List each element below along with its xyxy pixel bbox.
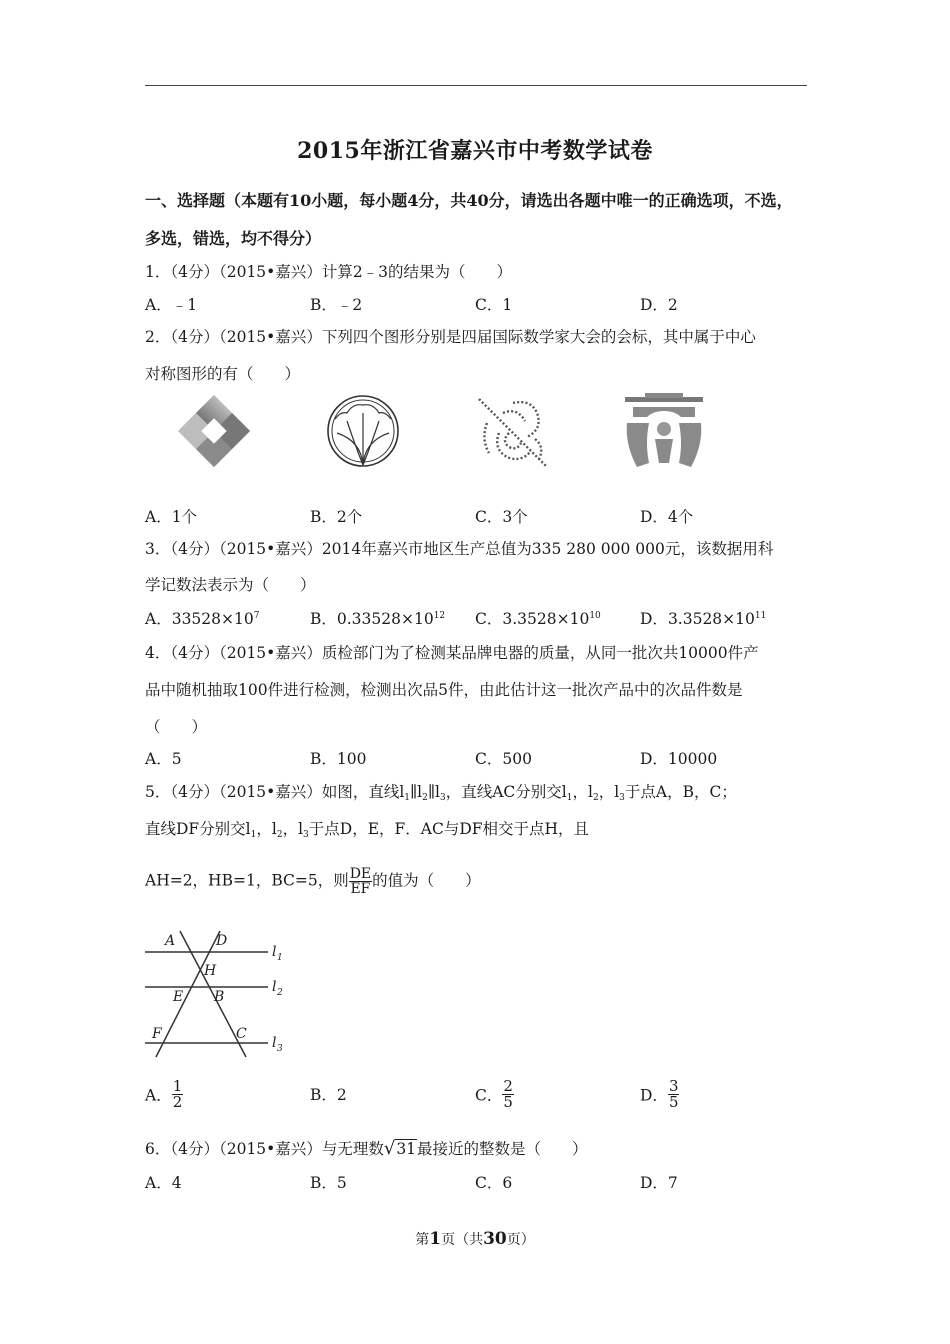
header-rule — [145, 85, 807, 86]
label-C: C — [236, 1026, 247, 1042]
q5-option-d: D． $\frac{3}{5}$ — [640, 1077, 679, 1111]
section-heading-line2: 多选，错选，均不得分） — [145, 229, 322, 248]
q4-option-b: B．100 — [310, 750, 367, 768]
q4-option-a: A．5 — [145, 750, 182, 768]
logo-arch-figure — [623, 393, 705, 471]
q5-option-c: C． $\frac{2}{5}$ — [475, 1077, 513, 1111]
q3-stem-line2: 学记数法表示为（ ） — [145, 576, 316, 594]
q2-option-c: C．3个 — [475, 508, 528, 526]
q6-option-b: B．5 — [310, 1174, 347, 1192]
q5-option-b: B．2 — [310, 1086, 347, 1104]
label-l3: l — [272, 1035, 277, 1051]
q6-option-a: A．4 — [145, 1174, 182, 1192]
q2-stem-line1: 2．（4分）（2015•嘉兴）下列四个图形分别是四届国际数学家大会的会标，其中属于中心 — [145, 328, 756, 346]
q6-option-c: C．6 — [475, 1174, 513, 1192]
label-l1-sub: 1 — [277, 953, 283, 963]
q4-stem-line2: 品中随机抽取100件进行检测，检测出次品5件，由此估计这一批次产品中的次品件数是 — [145, 681, 743, 699]
label-l1: l — [272, 944, 277, 960]
q6-stem: 6．（4分）（2015•嘉兴）与无理数√31最接近的整数是（ ） — [145, 1138, 588, 1159]
q4-stem-line3: （ ） — [145, 718, 208, 736]
q4-option-d: D．10000 — [640, 750, 718, 768]
label-B: B — [214, 989, 225, 1005]
q5-stem-line3: AH=2，HB=1，BC=5，则 $\frac{DE}{EF}$ 的值为（ ） — [145, 866, 481, 897]
q6-option-d: D．7 — [640, 1174, 678, 1192]
q5-option-a: A． $\frac{1}{2}$ — [145, 1077, 183, 1111]
logo-pinwheel-figure — [176, 393, 252, 469]
q5-stem-line2: 直线DF分别交$l_1$，$l_2$，$l_3$于点D，E，F．AC与DF相交于点H，且 — [145, 820, 590, 840]
label-D: D — [216, 933, 228, 949]
section-heading-line1: 一、选择题（本题有10小题，每小题4分，共40分，请选出各题中唯一的正确选项，不选， — [145, 191, 793, 210]
label-l2: l — [272, 979, 277, 995]
q1-stem: 1．（4分）（2015•嘉兴）计算2﹣3的结果为（ ） — [145, 263, 513, 281]
page-footer: 第1页（共30页） — [415, 1229, 535, 1249]
label-F: F — [152, 1026, 162, 1042]
logo-dotted-spiral-figure — [473, 393, 553, 473]
q1-option-b: B．﹣2 — [310, 296, 363, 314]
q4-option-c: C．500 — [475, 750, 532, 768]
q5-parallel-lines-figure — [140, 925, 290, 1065]
q1-option-d: D．2 — [640, 296, 678, 314]
q1-option-c: C．1 — [475, 296, 513, 314]
q2-option-a: A．1个 — [145, 508, 198, 526]
q3-option-c: C．$3.3528\times 10^{10}$ — [475, 610, 601, 628]
label-A: A — [165, 933, 176, 949]
q1-option-a: A．﹣1 — [145, 296, 198, 314]
sqrt-sign: √ — [383, 1138, 396, 1159]
page-title: 2015年浙江省嘉兴市中考数学试卷 — [297, 138, 653, 164]
q2-option-d: D．4个 — [640, 508, 694, 526]
label-l3-sub: 3 — [277, 1044, 283, 1054]
q3-option-d: D．$3.3528\times 10^{11}$ — [640, 610, 767, 628]
q3-option-a: A．$33528\times 10^7$ — [145, 610, 260, 628]
q2-option-b: B．2个 — [310, 508, 363, 526]
logo-circle-arcs-figure — [325, 393, 401, 469]
q3-stem-line1: 3．（4分）（2015•嘉兴）2014年嘉兴市地区生产总值为335 280 000 000元，该数据用科 — [145, 540, 774, 558]
q3-option-b: B．$0.33528\times 10^{12}$ — [310, 610, 446, 628]
label-E: E — [173, 989, 184, 1005]
label-H: H — [204, 963, 217, 979]
label-l2-sub: 2 — [277, 988, 283, 998]
q2-stem-line2: 对称图形的有（ ） — [145, 365, 301, 383]
q5-stem-line1: 5．（4分）（2015•嘉兴）如图，直线$l_1\parallel l_2\parallel l_3$，直线AC分别交$l_1$，$l_2$，$l_3$于点A，B，C； — [145, 783, 737, 803]
q4-stem-line1: 4．（4分）（2015•嘉兴）质检部门为了检测某品牌电器的质量，从同一批次共10000件产 — [145, 644, 759, 662]
